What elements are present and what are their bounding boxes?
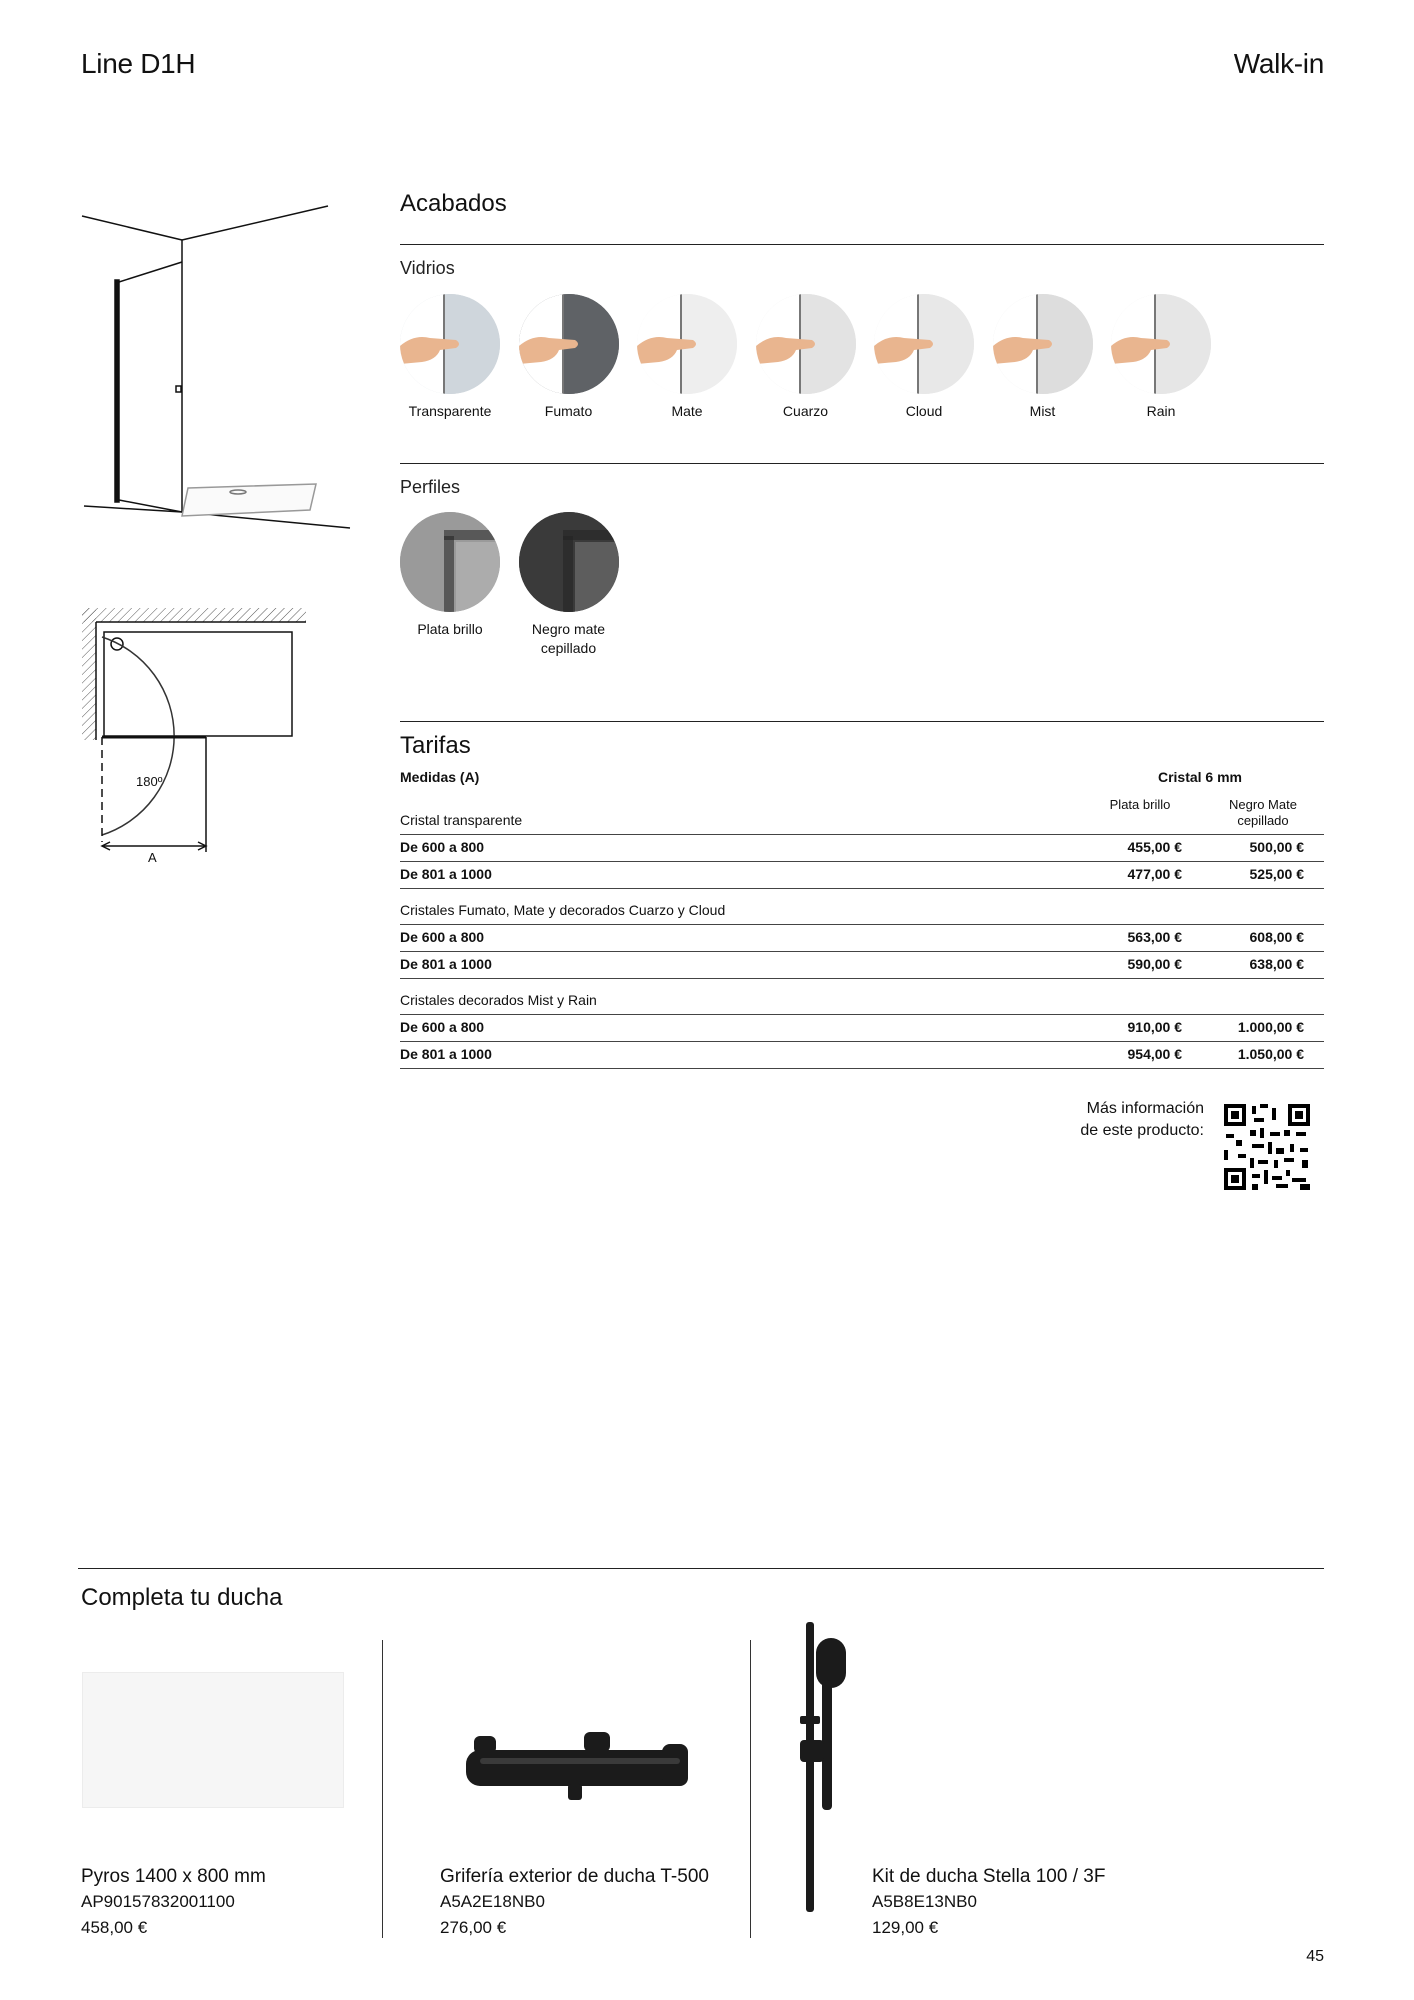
price-size: De 801 a 1000 bbox=[400, 956, 492, 972]
column-plata-brillo: Plata brillo bbox=[1109, 797, 1171, 812]
price-negro-mate: 608,00 € bbox=[1249, 929, 1304, 945]
table-line bbox=[400, 834, 1324, 835]
price-negro-mate: 525,00 € bbox=[1249, 866, 1304, 882]
glass-swatch-illustration bbox=[874, 294, 974, 394]
table-line bbox=[400, 1014, 1324, 1015]
product-title: Line D1H bbox=[81, 48, 196, 79]
angle-label: 180º bbox=[136, 774, 163, 789]
product-divider bbox=[382, 1640, 383, 1938]
price-plata-brillo: 563,00 € bbox=[1127, 929, 1182, 945]
product-name[interactable]: Grifería exterior de ducha T-500 bbox=[440, 1866, 709, 1887]
table-line bbox=[400, 951, 1324, 952]
price-row bbox=[400, 956, 1324, 976]
glass-swatch[interactable] bbox=[400, 294, 500, 394]
price-plata-brillo: 954,00 € bbox=[1127, 1046, 1182, 1062]
price-negro-mate: 1.050,00 € bbox=[1237, 1046, 1304, 1062]
category-title: Walk-in bbox=[1233, 48, 1324, 79]
shower-kit-image bbox=[796, 1620, 876, 1916]
profile-swatch-label: Plata brillo bbox=[417, 621, 483, 637]
price-negro-mate: 638,00 € bbox=[1249, 956, 1304, 972]
glass-thickness-label: Cristal 6 mm bbox=[1157, 769, 1243, 785]
glass-swatch-illustration bbox=[637, 294, 737, 394]
column-negro-mate: Negro Mate cepillado bbox=[1229, 797, 1297, 828]
product-divider bbox=[750, 1640, 751, 1938]
more-info-text bbox=[1040, 1098, 1204, 1142]
price-row bbox=[400, 1019, 1324, 1039]
price-plata-brillo: 477,00 € bbox=[1127, 866, 1182, 882]
glass-swatch-illustration bbox=[519, 294, 619, 394]
tarifas-heading: Tarifas bbox=[400, 732, 471, 759]
price-size: De 600 a 800 bbox=[400, 1019, 485, 1035]
glass-swatch-label: Cloud bbox=[905, 403, 943, 419]
table-line bbox=[400, 861, 1324, 862]
product-name[interactable]: Kit de ducha Stella 100 / 3F bbox=[872, 1866, 1106, 1887]
profile-swatch[interactable] bbox=[519, 512, 619, 612]
divider bbox=[78, 1568, 1324, 1569]
product-price: 129,00 € bbox=[872, 1918, 939, 1937]
glass-swatch[interactable] bbox=[637, 294, 737, 394]
table-line bbox=[400, 1041, 1324, 1042]
glass-swatch-label: Mist bbox=[1029, 403, 1056, 419]
table-line bbox=[400, 978, 1324, 979]
divider bbox=[400, 463, 1324, 464]
shower-tray-image bbox=[82, 1672, 344, 1808]
shower-perspective-drawing bbox=[78, 200, 360, 550]
price-plata-brillo: 455,00 € bbox=[1127, 839, 1182, 855]
table-line bbox=[400, 1068, 1324, 1069]
page-number: 45 bbox=[1306, 1948, 1324, 1965]
more-info-line-1: Más información bbox=[1086, 1100, 1204, 1117]
glass-swatch-illustration bbox=[993, 294, 1093, 394]
glass-swatch[interactable] bbox=[1111, 294, 1211, 394]
glass-swatch-label: Fumato bbox=[544, 403, 593, 419]
glass-swatch-illustration bbox=[1111, 294, 1211, 394]
profile-swatch-illustration bbox=[519, 512, 619, 612]
price-group-label: Cristales decorados Mist y Rain bbox=[400, 992, 597, 1008]
divider bbox=[400, 721, 1324, 722]
glass-swatch[interactable] bbox=[519, 294, 619, 394]
price-row bbox=[400, 839, 1324, 859]
shower-plan-drawing bbox=[78, 602, 318, 862]
glass-swatch-label: Rain bbox=[1146, 403, 1176, 419]
measure-label: Medidas (A) bbox=[400, 769, 480, 785]
glass-swatch[interactable] bbox=[874, 294, 974, 394]
profile-swatch-label: Negro mate cepillado bbox=[531, 621, 606, 656]
glass-swatch-label: Transparente bbox=[408, 403, 492, 419]
more-info-line-2: de este producto: bbox=[1080, 1122, 1204, 1139]
glass-swatch[interactable] bbox=[756, 294, 856, 394]
price-group-label: Cristal transparente bbox=[400, 812, 523, 828]
price-plata-brillo: 590,00 € bbox=[1127, 956, 1182, 972]
price-size: De 600 a 800 bbox=[400, 929, 485, 945]
divider bbox=[400, 244, 1324, 245]
price-plata-brillo: 910,00 € bbox=[1127, 1019, 1182, 1035]
table-line bbox=[400, 924, 1324, 925]
qr-code[interactable] bbox=[1224, 1104, 1310, 1190]
product-code: A5B8E13NB0 bbox=[872, 1892, 977, 1911]
price-size: De 801 a 1000 bbox=[400, 1046, 492, 1062]
finishes-heading: Acabados bbox=[400, 190, 507, 217]
table-line bbox=[400, 888, 1324, 889]
glass-swatch-illustration bbox=[756, 294, 856, 394]
price-row bbox=[400, 1046, 1324, 1066]
glass-swatch-label: Cuarzo bbox=[782, 403, 829, 419]
product-name[interactable]: Pyros 1400 x 800 mm bbox=[81, 1866, 266, 1887]
price-size: De 600 a 800 bbox=[400, 839, 485, 855]
glass-swatch[interactable] bbox=[993, 294, 1093, 394]
profile-swatch-illustration bbox=[400, 512, 500, 612]
price-size: De 801 a 1000 bbox=[400, 866, 492, 882]
profile-subheading: Perfiles bbox=[400, 477, 461, 497]
product-code: A5A2E18NB0 bbox=[440, 1892, 545, 1911]
glass-swatch-label: Mate bbox=[671, 403, 703, 419]
profile-swatch[interactable] bbox=[400, 512, 500, 612]
price-row bbox=[400, 929, 1324, 949]
product-price: 276,00 € bbox=[440, 1918, 507, 1937]
glass-subheading: Vidrios bbox=[400, 258, 455, 278]
product-price: 458,00 € bbox=[81, 1918, 148, 1937]
complete-heading: Completa tu ducha bbox=[81, 1584, 283, 1611]
price-group-label: Cristales Fumato, Mate y decorados Cuarzo y Cloud bbox=[400, 902, 726, 918]
price-negro-mate: 1.000,00 € bbox=[1237, 1019, 1304, 1035]
thermostatic-faucet-image bbox=[466, 1722, 692, 1810]
price-negro-mate: 500,00 € bbox=[1249, 839, 1304, 855]
price-row bbox=[400, 866, 1324, 886]
product-code: AP90157832001100 bbox=[81, 1892, 235, 1911]
dimension-label: A bbox=[148, 850, 157, 862]
glass-swatch-illustration bbox=[400, 294, 500, 394]
